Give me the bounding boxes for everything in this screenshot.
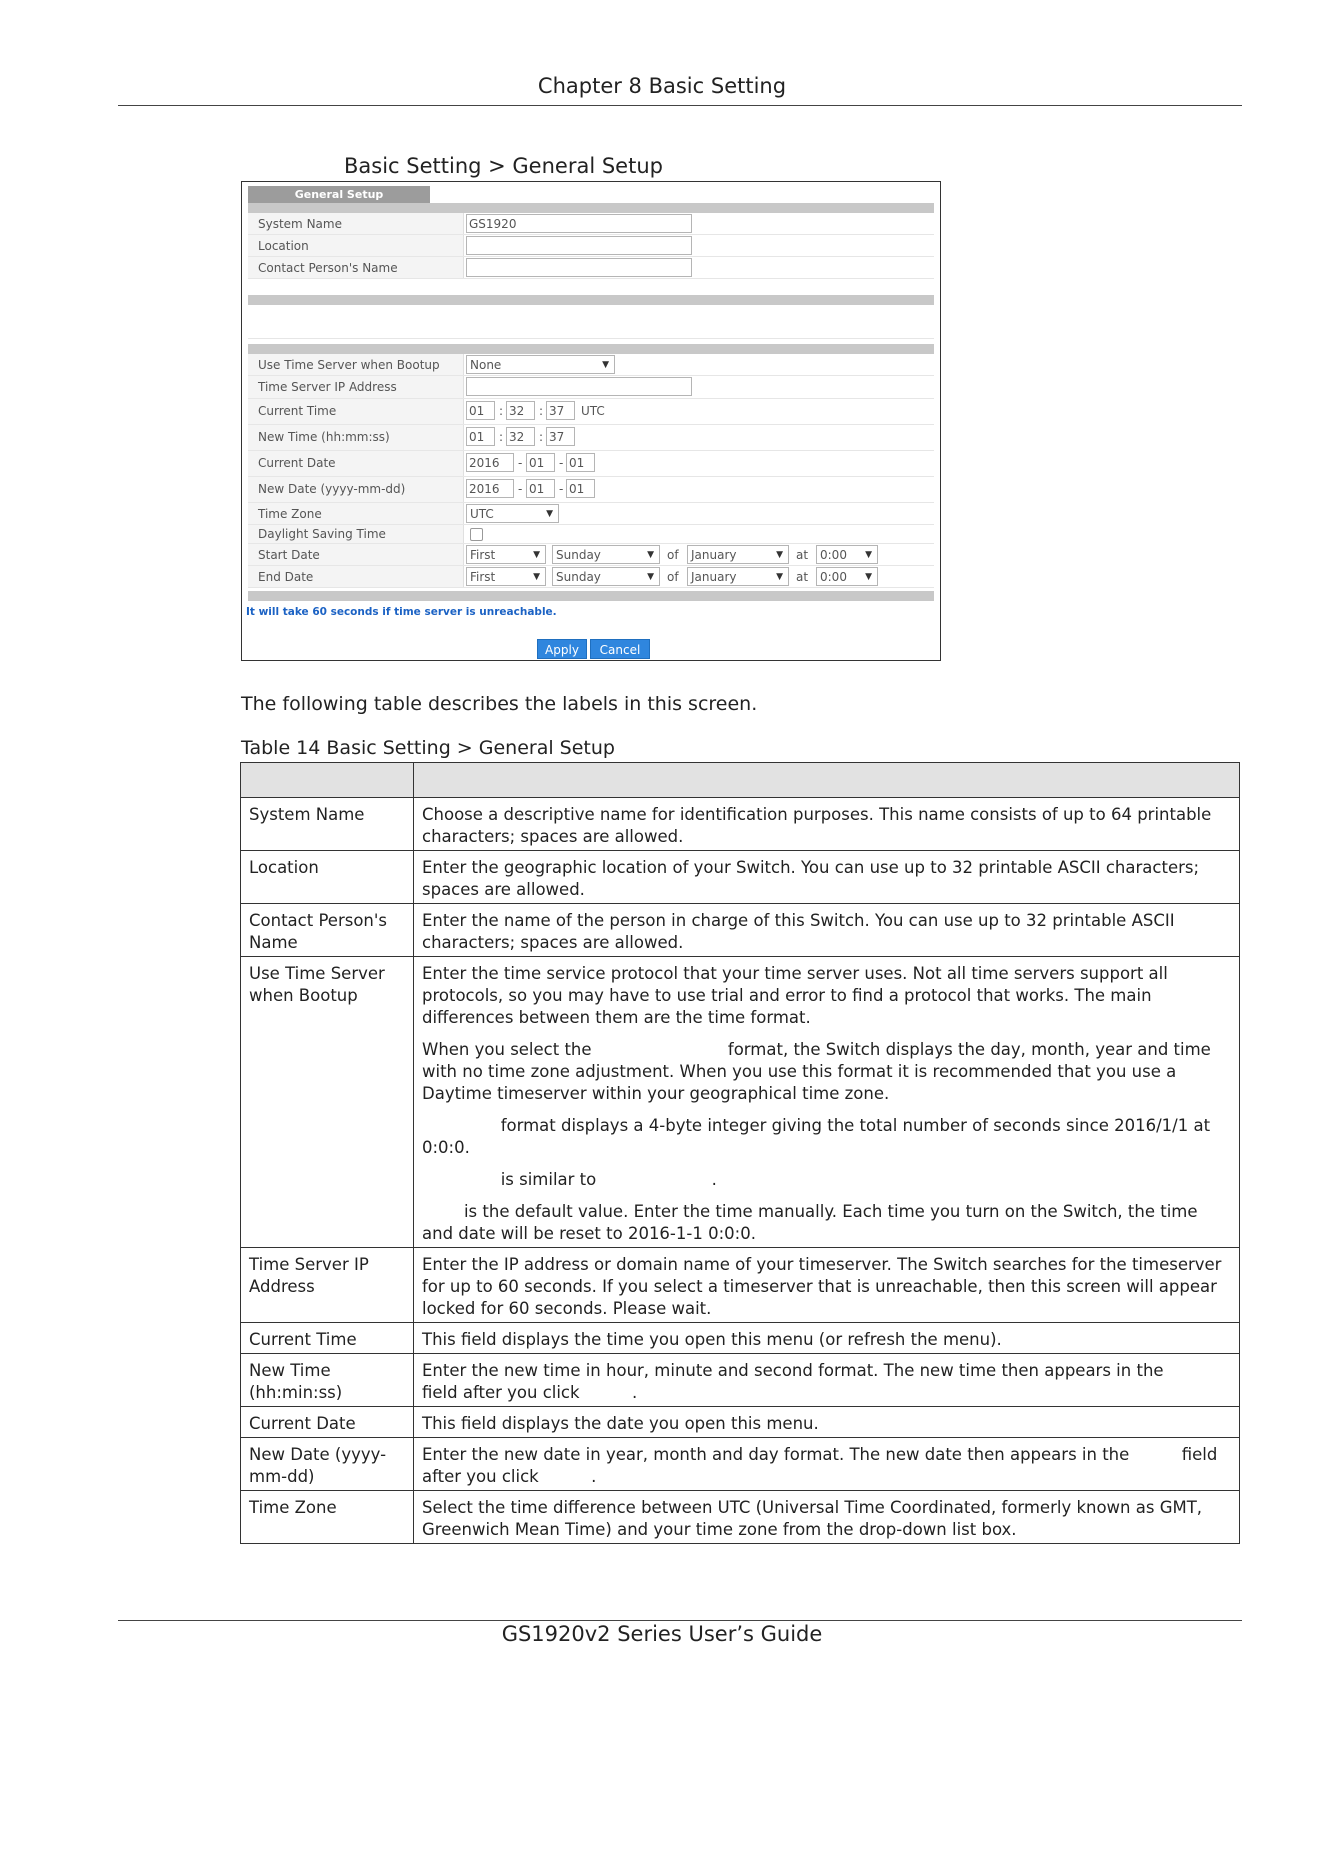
at-label: at xyxy=(796,548,809,562)
dst-row xyxy=(248,525,934,544)
current-date-month: 01 xyxy=(526,453,555,472)
description-paragraph: When you select the format, the Switch displays the day, month, year and time with no time zone adjustment. When you use this format it is recommended that you use a Daytime timeserver within your geographical time zone. xyxy=(422,1040,1217,1103)
current-date-label: Current Date xyxy=(258,456,336,470)
time-zone-row xyxy=(248,503,934,525)
new-time-second-input[interactable]: 37 xyxy=(546,427,575,446)
new-date-label: New Date (yyyy-mm-dd) xyxy=(258,482,406,496)
row-description xyxy=(414,1323,1240,1354)
page-footer: GS1920v2 Series User’s Guide xyxy=(501,1622,823,1646)
dropdown-arrow-icon: ▼ xyxy=(647,572,654,582)
end-week-select[interactable]: First ▼ xyxy=(466,567,546,586)
footer-rule xyxy=(118,1620,1242,1621)
current-time-second: 37 xyxy=(546,401,575,420)
table-caption: Table 14 Basic Setting > General Setup xyxy=(241,737,615,759)
description-paragraph: This field displays the time you open this menu (or refresh the menu). xyxy=(422,1330,1002,1349)
blank-row xyxy=(248,318,934,339)
new-date-month-input[interactable]: 01 xyxy=(526,479,555,498)
system-name-row xyxy=(248,213,934,235)
of-label: of xyxy=(667,548,679,562)
section-bar xyxy=(248,203,934,213)
tab-general-setup[interactable]: General Setup xyxy=(248,186,430,203)
table-row xyxy=(241,1323,1240,1354)
section-bar xyxy=(248,591,934,601)
end-month-select[interactable]: January ▼ xyxy=(687,567,789,586)
dropdown-arrow-icon: ▼ xyxy=(602,360,609,370)
new-time-row xyxy=(248,425,934,451)
start-date-label: Start Date xyxy=(258,548,320,562)
row-description xyxy=(414,1491,1240,1544)
of-label: of xyxy=(667,570,679,584)
time-server-ip-row xyxy=(248,376,934,399)
current-date-row xyxy=(248,451,934,477)
description-paragraph: Enter the new date in year, month and day format. The new date then appears in the field after you click . xyxy=(422,1445,1223,1486)
dropdown-arrow-icon: ▼ xyxy=(533,550,540,560)
dropdown-arrow-icon: ▼ xyxy=(865,550,872,560)
system-name-input[interactable]: GS1920 xyxy=(466,214,692,233)
header-label-cell xyxy=(241,763,414,798)
time-server-ip-input[interactable] xyxy=(466,377,692,396)
new-date-day-input[interactable]: 01 xyxy=(566,479,595,498)
row-label: Location xyxy=(241,851,414,904)
intro-sentence: The following table describes the labels in this screen. xyxy=(241,693,758,715)
new-time-hour-input[interactable]: 01 xyxy=(466,427,495,446)
description-paragraph: Enter the IP address or domain name of your timeserver. The Switch searches for the timeserver for up to 60 seconds. If you select a timeserver that is unreachable, then this screen will appear locked for 60 seconds. Please wait. xyxy=(422,1255,1222,1318)
date-separator: - xyxy=(559,482,564,496)
row-label: System Name xyxy=(241,798,414,851)
table-row xyxy=(241,1491,1240,1544)
table-row xyxy=(241,1248,1240,1323)
row-description xyxy=(414,798,1240,851)
current-time-hour: 01 xyxy=(466,401,495,420)
dropdown-arrow-icon: ▼ xyxy=(647,550,654,560)
description-paragraph: Enter the new time in hour, minute and second format. The new time then appears in the field after you click . xyxy=(422,1361,1258,1402)
row-description xyxy=(414,1354,1258,1407)
new-time-label: New Time (hh:mm:ss) xyxy=(258,430,390,444)
table-row xyxy=(241,1438,1240,1491)
description-paragraph: is the default value. Enter the time manually. Each time you turn on the Switch, the time and date will be reset to 2016-1-1 0:0:0. xyxy=(422,1202,1203,1243)
dropdown-arrow-icon: ▼ xyxy=(776,550,783,560)
table-row xyxy=(241,851,1240,904)
time-server-ip-label: Time Server IP Address xyxy=(258,380,397,394)
dst-label: Daylight Saving Time xyxy=(258,527,386,541)
current-time-row xyxy=(248,399,934,425)
time-zone-select[interactable]: UTC ▼ xyxy=(466,504,559,523)
at-label: at xyxy=(796,570,809,584)
time-separator: : xyxy=(499,430,504,444)
figure-caption: Basic Setting > General Setup xyxy=(344,154,663,178)
end-date-row xyxy=(248,566,934,588)
description-table xyxy=(240,762,1258,1544)
description-paragraph: is similar to . xyxy=(422,1170,717,1189)
cancel-button[interactable]: Cancel xyxy=(590,639,650,659)
time-separator: : xyxy=(539,430,544,444)
start-month-select[interactable]: January ▼ xyxy=(687,545,789,564)
row-description xyxy=(414,904,1240,957)
description-paragraph: format displays a 4-byte integer giving the total number of seconds since 2016/1/1 at 0:0:0. xyxy=(422,1116,1216,1157)
row-label: Current Date xyxy=(241,1407,414,1438)
location-input[interactable] xyxy=(466,236,692,255)
table-row xyxy=(241,798,1240,851)
header-rule xyxy=(118,105,1242,106)
dropdown-arrow-icon: ▼ xyxy=(865,572,872,582)
time-zone-label: Time Zone xyxy=(258,507,322,521)
start-time-select[interactable]: 0:00 ▼ xyxy=(816,545,878,564)
contact-label: Contact Person's Name xyxy=(258,261,398,275)
row-description xyxy=(414,1438,1240,1491)
time-server-label: Use Time Server when Bootup xyxy=(258,358,440,372)
dropdown-arrow-icon: ▼ xyxy=(776,572,783,582)
utc-label: UTC xyxy=(581,404,605,418)
system-name-label: System Name xyxy=(258,217,342,231)
contact-input[interactable] xyxy=(466,258,692,277)
table-row xyxy=(241,1407,1240,1438)
table-header-row xyxy=(241,763,1240,798)
row-label: Contact Person's Name xyxy=(241,904,414,957)
general-setup-screenshot xyxy=(241,181,941,661)
dropdown-arrow-icon: ▼ xyxy=(546,509,553,519)
row-label: Current Time xyxy=(241,1323,414,1354)
table-row xyxy=(241,957,1240,1248)
apply-button[interactable]: Apply xyxy=(537,639,587,659)
row-label: Time Zone xyxy=(241,1491,414,1544)
new-time-minute-input[interactable]: 32 xyxy=(506,427,535,446)
current-time-label: Current Time xyxy=(258,404,337,418)
date-separator: - xyxy=(559,456,564,470)
description-paragraph: This field displays the date you open this menu. xyxy=(422,1414,819,1433)
row-label: Use Time Server when Bootup xyxy=(241,957,414,1248)
description-paragraph: Enter the name of the person in charge of this Switch. You can use up to 32 printable ASCII characters; spaces are allowed. xyxy=(422,911,1175,952)
end-date-label: End Date xyxy=(258,570,314,584)
date-separator: - xyxy=(518,482,523,496)
section-bar xyxy=(248,344,934,354)
table-row xyxy=(241,904,1240,957)
start-day-select[interactable]: Sunday ▼ xyxy=(552,545,660,564)
description-paragraph: Choose a descriptive name for identification purposes. This name consists of up to 64 printable characters; spaces are allowed. xyxy=(422,805,1212,846)
chapter-header: Chapter 8 Basic Setting xyxy=(537,74,787,98)
row-label: Time Server IP Address xyxy=(241,1248,414,1323)
row-label: New Time (hh:min:ss) xyxy=(241,1354,414,1407)
contact-row xyxy=(248,257,934,279)
current-date-year: 2016 xyxy=(466,453,514,472)
new-date-year-input[interactable]: 2016 xyxy=(466,479,514,498)
row-description xyxy=(414,851,1240,904)
section-bar xyxy=(248,295,934,305)
current-time-minute: 32 xyxy=(506,401,535,420)
table-row xyxy=(241,1354,1240,1407)
dropdown-arrow-icon: ▼ xyxy=(533,572,540,582)
row-label: New Date (yyyy-mm-dd) xyxy=(241,1438,414,1491)
row-description xyxy=(414,1248,1240,1323)
header-description-cell xyxy=(414,763,1240,798)
start-date-row xyxy=(248,544,934,566)
time-separator: : xyxy=(539,404,544,418)
start-week-select[interactable]: First ▼ xyxy=(466,545,546,564)
description-paragraph: Enter the geographic location of your Switch. You can use up to 32 printable ASCII characters; spaces are allowed. xyxy=(422,858,1200,899)
location-label: Location xyxy=(258,239,309,253)
timeout-note: It will take 60 seconds if time server is unreachable. xyxy=(246,606,557,618)
date-separator: - xyxy=(518,456,523,470)
location-row xyxy=(248,235,934,257)
end-time-select[interactable]: 0:00 ▼ xyxy=(816,567,878,586)
new-date-row xyxy=(248,477,934,503)
time-separator: : xyxy=(499,404,504,418)
dst-checkbox[interactable] xyxy=(470,528,483,541)
time-server-select[interactable]: None ▼ xyxy=(466,355,615,374)
time-server-row xyxy=(248,354,934,376)
row-description xyxy=(414,957,1240,1248)
end-day-select[interactable]: Sunday ▼ xyxy=(552,567,660,586)
description-paragraph: Enter the time service protocol that your time server uses. Not all time servers support all protocols, so you may have to use trial and error to find a protocol that works. The main differences between them are the time format. xyxy=(422,964,1168,1027)
description-paragraph: Select the time difference between UTC (Universal Time Coordinated, formerly known as GMT, Greenwich Mean Time) and your time zone from the drop-down list box. xyxy=(422,1498,1203,1539)
row-description xyxy=(414,1407,1240,1438)
current-date-day: 01 xyxy=(566,453,595,472)
